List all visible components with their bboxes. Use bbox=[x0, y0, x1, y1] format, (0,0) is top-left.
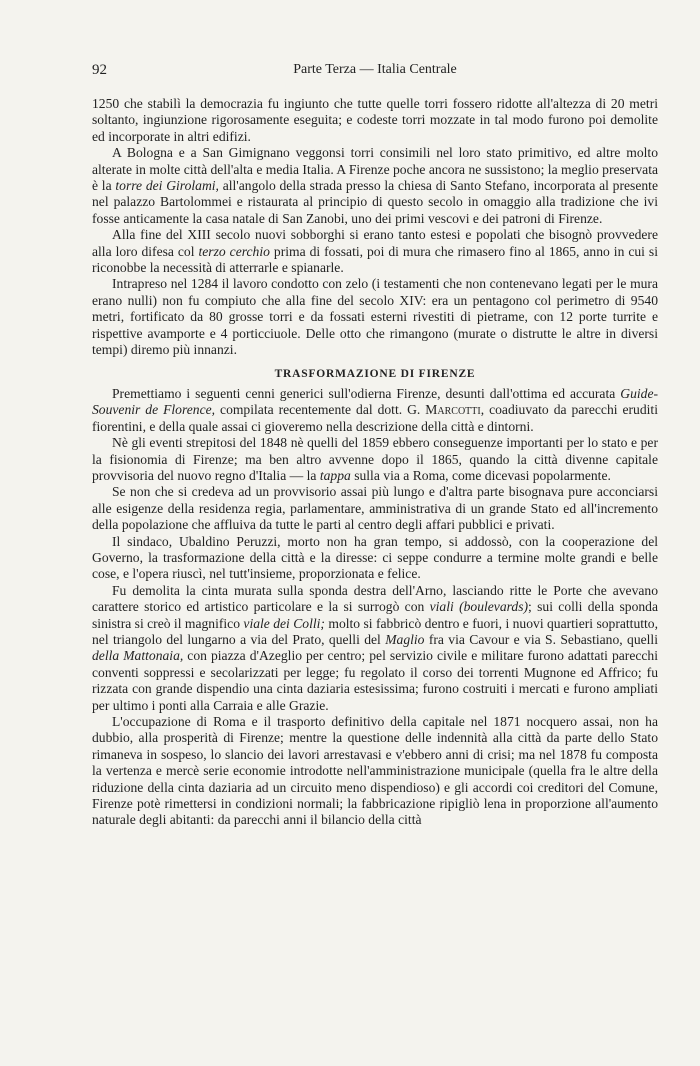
running-title: Parte Terza — Italia Centrale bbox=[293, 62, 457, 77]
text-span: A Bologna e a San Gimignano veggonsi torri consimili nel loro stato primitivo, ed altre molto alterate in molte città dell'alta e media Italia. A Firenze poche ancora ne sussistono; la meglio preservata è la bbox=[92, 145, 658, 194]
text-span: molto si fabbricò dentro e fuori, i nuovi quartieri soprattutto, nel triangolo del lungarno a via del Prato, quelli del bbox=[92, 615, 658, 647]
text-span: ; sui colli della sponda sinistra si creò il magnifico bbox=[92, 599, 658, 631]
text-span: Il sindaco, Ubaldino Peruzzi, morto non ha gran tempo, si addossò, con la cooperazione del Governo, la trasformazione della città e la diresse: ci seppe condurre a termine molte grandi e belle cose, e l'opera riuscì, nel tutt'insieme, proporzionata e felice. bbox=[92, 533, 658, 582]
text-span: Nè gli eventi strepitosi del 1848 nè quelli del 1859 ebbero conseguenze importanti per lo stato e per la fisionomia di Firenze; ma ben altro avvenne dopo il 1865, quando la città divenne capitale provvisoria del nuovo regno d'Italia — la bbox=[92, 435, 658, 483]
italic-span: viali (boulevards) bbox=[429, 599, 529, 615]
text-span: coadiuvato da parecchi eruditi fiorentini, e della quale assai ci gioveremo nella descrizione della città e dintorni. bbox=[92, 402, 658, 434]
text-span: prima di fossati, poi di mura che rimasero fino al 1865, anno in cui si riconobbe la necessità di atterrarle e spianarle. bbox=[92, 243, 658, 276]
italic-span: torre dei Girolami, bbox=[115, 178, 219, 194]
italic-span: della Mattonaia, bbox=[92, 648, 184, 664]
paragraph bbox=[92, 534, 658, 583]
paragraph bbox=[92, 276, 658, 358]
text-span: Intrapreso nel 1284 il lavoro condotto con zelo (i testamenti che non contenevano legati per le mura erano nulli) non fu compiuto che alla fine del secolo XIV: era un pentagono col perimetro di 9540 metri, fortificato da 80 grosse torri e da fossati esterni rivestiti di pietrame, con 12 porte turrite e rispettive avamporte e 4 porticciuole. Delle otto che rimangono (murate o distrutte le altre in diversi tempi) diremo più innanzi. bbox=[92, 276, 658, 358]
section-heading: TRASFORMAZIONE DI FIRENZE bbox=[274, 367, 476, 380]
italic-span: tappa bbox=[319, 467, 351, 483]
italic-span: viale dei Colli; bbox=[243, 615, 325, 631]
paragraph bbox=[92, 386, 658, 435]
italic-span: Guide-Souvenir de Florence, bbox=[92, 385, 658, 418]
paragraph bbox=[92, 145, 658, 227]
text-span: Fu demolita la cinta murata sulla sponda destra dell'Arno, lasciando ritte le Porte che avevano carattere storico ed artistico particolare e la si surrogò con bbox=[92, 582, 658, 615]
paragraphs-after-heading bbox=[92, 386, 658, 829]
text-span: con piazza d'Azeglio per centro; pel servizio civile e militare furono adattati parecchi conventi soppressi e secolarizzati per legge; fu regolato il corso dei torrenti Mugnone ed Affrico; fu rizzata con grande dispendio una cinta daziaria estesissima; furono costruiti i mercati e furono ampliati per ultimo i ponti alla Carraia e alle Grazie. bbox=[92, 648, 658, 713]
paragraph bbox=[92, 484, 658, 533]
paragraphs-before-heading bbox=[92, 96, 658, 359]
italic-span: terzo cerchio bbox=[198, 243, 270, 259]
paragraph bbox=[92, 227, 658, 276]
text-span: Se non che si credeva ad un provvisorio assai più lungo e d'altra parte bisognava pure acconciarsi alle esigenze della residenza regia, parlamentare, amministrativa di un grande Stato ed all'incremento della popolazione che affluiva da tutte le parti al centro degli affari pubblici e privati. bbox=[92, 484, 658, 533]
page-header bbox=[92, 62, 658, 82]
body-text bbox=[92, 96, 658, 829]
italic-span: Maglio bbox=[385, 632, 425, 647]
paragraph bbox=[92, 96, 658, 145]
text-span: Premettiamo i seguenti cenni generici sull'odierna Firenze, desunti dall'ottima ed accurata bbox=[112, 385, 621, 401]
paragraph bbox=[92, 435, 658, 484]
page-number: 92 bbox=[92, 62, 107, 78]
text-span: L'occupazione di Roma e il trasporto definitivo della capitale nel 1871 nocquero assai, non ha dubbio, alla prosperità di Firenze; mentre la questione delle indennità alla città da parte dello Stato rimaneva in sospeso, lo slancio dei lavori arrestavasi e v'ebbero anni di crisi; ma nel 1878 fu composta la vertenza e mercè serie economie introdotte nell'amministrazione municipale (quella fra le altre della riduzione della cinta daziaria ad un circuito meno dispendioso) e gli accordi coi creditori del Comune, Firenze potè rimettersi in condizioni normali; la fabbricazione ripigliò lena in proporzione all'aumento naturale degli abitanti: da parecchi anni il bilancio della città bbox=[92, 714, 658, 828]
text-span: Alla fine del XIII secolo nuovi sobborghi si erano tanto estesi e popolati che bisognò provvedere alla loro difesa col bbox=[92, 227, 658, 259]
text-span: 1250 che stabilì la democrazia fu ingiunto che tutte quelle torri fossero ridotte all'altezza di 20 metri soltanto, ingiunzione rigorosamente eseguita; e codeste torri mozzate in tal modo furono poi demolite ed incorporate in altri edifizi. bbox=[92, 96, 658, 144]
small-caps-span: Marcotti, bbox=[425, 402, 485, 418]
text-span: all'angolo della strada presso la chiesa di Santo Stefano, incorporata al presente nel palazzo Bartolommei e ristaurata al principio di questo secolo in omaggio alla tradizione che ivi fosse anticamente la casa natale di San Zanobi, uno dei primi vescovi e dei patroni di Firenze. bbox=[92, 178, 658, 226]
text-span: sulla via a Roma, come dicevasi popolarmente. bbox=[350, 467, 611, 483]
text-span: fra via Cavour e via S. Sebastiano, quelli bbox=[424, 632, 658, 647]
text-span: compilata recentemente dal dott. G. bbox=[215, 402, 426, 418]
paragraph bbox=[92, 583, 658, 714]
paragraph bbox=[92, 714, 658, 829]
